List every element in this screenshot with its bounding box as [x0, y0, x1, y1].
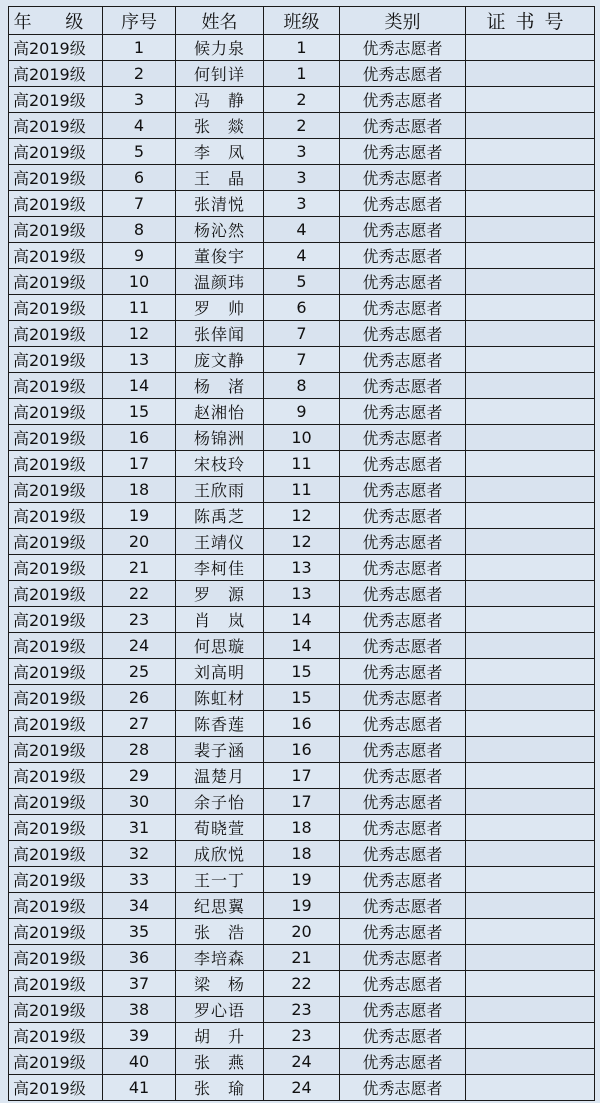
class-cell[interactable]: 5: [264, 269, 340, 295]
name-cell[interactable]: 陈香莲: [176, 711, 264, 737]
year-cell[interactable]: 高2019级: [9, 295, 103, 321]
class-cell[interactable]: 7: [264, 347, 340, 373]
type-cell[interactable]: 优秀志愿者: [340, 321, 466, 347]
year-cell[interactable]: 高2019级: [9, 685, 103, 711]
class-cell[interactable]: 13: [264, 555, 340, 581]
class-cell[interactable]: 3: [264, 139, 340, 165]
table-row: [9, 399, 595, 425]
table-row: [9, 1023, 595, 1049]
seq-cell[interactable]: 18: [103, 477, 176, 503]
type-cell[interactable]: 优秀志愿者: [340, 87, 466, 113]
year-cell[interactable]: 高2019级: [9, 165, 103, 191]
table-row: [9, 555, 595, 581]
cert-cell[interactable]: [466, 607, 595, 633]
table-row: [9, 659, 595, 685]
header-seq[interactable]: 序号: [103, 7, 176, 35]
cert-cell[interactable]: [466, 477, 595, 503]
name-cell[interactable]: 王 晶: [176, 165, 264, 191]
class-cell[interactable]: 13: [264, 581, 340, 607]
seq-cell[interactable]: 26: [103, 685, 176, 711]
class-cell[interactable]: 8: [264, 373, 340, 399]
name-cell[interactable]: 罗心语: [176, 997, 264, 1023]
table-row: [9, 477, 595, 503]
cert-cell[interactable]: [466, 243, 595, 269]
class-cell[interactable]: 10: [264, 425, 340, 451]
table-row: [9, 165, 595, 191]
year-cell[interactable]: 高2019级: [9, 555, 103, 581]
type-cell[interactable]: 优秀志愿者: [340, 191, 466, 217]
name-cell[interactable]: 罗 帅: [176, 295, 264, 321]
year-cell[interactable]: 高2019级: [9, 269, 103, 295]
year-cell[interactable]: 高2019级: [9, 581, 103, 607]
name-cell[interactable]: 胡 升: [176, 1023, 264, 1049]
cert-cell[interactable]: [466, 217, 595, 243]
type-cell[interactable]: 优秀志愿者: [340, 1075, 466, 1101]
seq-cell[interactable]: 25: [103, 659, 176, 685]
type-cell[interactable]: 优秀志愿者: [340, 347, 466, 373]
header-class[interactable]: 班级: [264, 7, 340, 35]
table-row: [9, 451, 595, 477]
table-row: [9, 685, 595, 711]
name-cell[interactable]: 张倖闻: [176, 321, 264, 347]
seq-cell[interactable]: 21: [103, 555, 176, 581]
year-cell[interactable]: 高2019级: [9, 529, 103, 555]
type-cell[interactable]: 优秀志愿者: [340, 607, 466, 633]
name-cell[interactable]: 成欣悦: [176, 841, 264, 867]
class-cell[interactable]: 18: [264, 815, 340, 841]
table-row: [9, 191, 595, 217]
table-row: [9, 243, 595, 269]
name-cell[interactable]: 余子怡: [176, 789, 264, 815]
class-cell[interactable]: 11: [264, 477, 340, 503]
class-cell[interactable]: 24: [264, 1075, 340, 1101]
table-row: [9, 867, 595, 893]
cert-cell[interactable]: [466, 321, 595, 347]
class-cell[interactable]: 18: [264, 841, 340, 867]
year-cell[interactable]: 高2019级: [9, 659, 103, 685]
cert-cell[interactable]: [466, 971, 595, 997]
cert-cell[interactable]: [466, 425, 595, 451]
table-row: [9, 217, 595, 243]
seq-cell[interactable]: 19: [103, 503, 176, 529]
year-cell[interactable]: 高2019级: [9, 971, 103, 997]
cert-cell[interactable]: [466, 893, 595, 919]
class-cell[interactable]: 7: [264, 321, 340, 347]
class-cell[interactable]: 1: [264, 35, 340, 61]
seq-cell[interactable]: 20: [103, 529, 176, 555]
cert-cell[interactable]: [466, 399, 595, 425]
class-cell[interactable]: 22: [264, 971, 340, 997]
seq-cell[interactable]: 2: [103, 61, 176, 87]
name-cell[interactable]: 张 燕: [176, 1049, 264, 1075]
cert-cell[interactable]: [466, 685, 595, 711]
year-cell[interactable]: 高2019级: [9, 789, 103, 815]
type-cell[interactable]: 优秀志愿者: [340, 217, 466, 243]
seq-cell[interactable]: 34: [103, 893, 176, 919]
year-cell[interactable]: 高2019级: [9, 217, 103, 243]
seq-cell[interactable]: 10: [103, 269, 176, 295]
name-cell[interactable]: 张 瑜: [176, 1075, 264, 1101]
table-row: [9, 425, 595, 451]
cert-cell[interactable]: [466, 789, 595, 815]
type-cell[interactable]: 优秀志愿者: [340, 451, 466, 477]
class-cell[interactable]: 17: [264, 763, 340, 789]
type-cell[interactable]: 优秀志愿者: [340, 269, 466, 295]
name-cell[interactable]: 何钊详: [176, 61, 264, 87]
seq-cell[interactable]: 15: [103, 399, 176, 425]
year-cell[interactable]: 高2019级: [9, 1075, 103, 1101]
class-cell[interactable]: 3: [264, 191, 340, 217]
class-cell[interactable]: 23: [264, 997, 340, 1023]
seq-cell[interactable]: 9: [103, 243, 176, 269]
name-cell[interactable]: 王一丁: [176, 867, 264, 893]
year-cell[interactable]: 高2019级: [9, 711, 103, 737]
type-cell[interactable]: 优秀志愿者: [340, 295, 466, 321]
year-cell[interactable]: 高2019级: [9, 737, 103, 763]
name-cell[interactable]: 纪思翼: [176, 893, 264, 919]
cert-cell[interactable]: [466, 919, 595, 945]
type-cell[interactable]: 优秀志愿者: [340, 841, 466, 867]
cert-cell[interactable]: [466, 711, 595, 737]
cert-cell[interactable]: [466, 867, 595, 893]
table-row: [9, 295, 595, 321]
name-cell[interactable]: 杨 渚: [176, 373, 264, 399]
year-cell[interactable]: 高2019级: [9, 997, 103, 1023]
year-cell[interactable]: 高2019级: [9, 373, 103, 399]
year-cell[interactable]: 高2019级: [9, 35, 103, 61]
type-cell[interactable]: 优秀志愿者: [340, 61, 466, 87]
class-cell[interactable]: 15: [264, 685, 340, 711]
class-cell[interactable]: 12: [264, 503, 340, 529]
type-cell[interactable]: 优秀志愿者: [340, 581, 466, 607]
year-cell[interactable]: 高2019级: [9, 191, 103, 217]
type-cell[interactable]: 优秀志愿者: [340, 945, 466, 971]
class-cell[interactable]: 16: [264, 737, 340, 763]
cert-cell[interactable]: [466, 61, 595, 87]
cert-cell[interactable]: [466, 997, 595, 1023]
table-row: [9, 373, 595, 399]
type-cell[interactable]: 优秀志愿者: [340, 139, 466, 165]
name-cell[interactable]: 冯 静: [176, 87, 264, 113]
class-cell[interactable]: 6: [264, 295, 340, 321]
year-cell[interactable]: 高2019级: [9, 945, 103, 971]
type-cell[interactable]: 优秀志愿者: [340, 555, 466, 581]
cert-cell[interactable]: [466, 347, 595, 373]
year-cell[interactable]: 高2019级: [9, 61, 103, 87]
cert-cell[interactable]: [466, 1049, 595, 1075]
name-cell[interactable]: 肖 岚: [176, 607, 264, 633]
type-cell[interactable]: 优秀志愿者: [340, 971, 466, 997]
name-cell[interactable]: 杨锦洲: [176, 425, 264, 451]
seq-cell[interactable]: 17: [103, 451, 176, 477]
header-type[interactable]: 类别: [340, 7, 466, 35]
seq-cell[interactable]: 11: [103, 295, 176, 321]
type-cell[interactable]: 优秀志愿者: [340, 997, 466, 1023]
seq-cell[interactable]: 12: [103, 321, 176, 347]
name-cell[interactable]: 张 燚: [176, 113, 264, 139]
header-year[interactable]: 年 级: [9, 7, 103, 35]
type-cell[interactable]: 优秀志愿者: [340, 919, 466, 945]
class-cell[interactable]: 4: [264, 217, 340, 243]
name-cell[interactable]: 罗 源: [176, 581, 264, 607]
year-cell[interactable]: 高2019级: [9, 763, 103, 789]
seq-cell[interactable]: 35: [103, 919, 176, 945]
seq-cell[interactable]: 4: [103, 113, 176, 139]
volunteer-roster-sheet: [8, 6, 594, 1101]
name-cell[interactable]: 宋枝玲: [176, 451, 264, 477]
seq-cell[interactable]: 38: [103, 997, 176, 1023]
seq-cell[interactable]: 36: [103, 945, 176, 971]
cert-cell[interactable]: [466, 373, 595, 399]
seq-cell[interactable]: 14: [103, 373, 176, 399]
seq-cell[interactable]: 29: [103, 763, 176, 789]
name-cell[interactable]: 王靖仪: [176, 529, 264, 555]
seq-cell[interactable]: 39: [103, 1023, 176, 1049]
seq-cell[interactable]: 31: [103, 815, 176, 841]
seq-cell[interactable]: 23: [103, 607, 176, 633]
year-cell[interactable]: 高2019级: [9, 243, 103, 269]
cert-cell[interactable]: [466, 815, 595, 841]
table-row: [9, 945, 595, 971]
class-cell[interactable]: 9: [264, 399, 340, 425]
name-cell[interactable]: 何思璇: [176, 633, 264, 659]
table-row: [9, 35, 595, 61]
year-cell[interactable]: 高2019级: [9, 893, 103, 919]
type-cell[interactable]: 优秀志愿者: [340, 165, 466, 191]
cert-cell[interactable]: [466, 763, 595, 789]
cert-cell[interactable]: [466, 165, 595, 191]
type-cell[interactable]: 优秀志愿者: [340, 35, 466, 61]
table-row: [9, 919, 595, 945]
table-row: [9, 737, 595, 763]
type-cell[interactable]: 优秀志愿者: [340, 503, 466, 529]
cert-cell[interactable]: [466, 503, 595, 529]
class-cell[interactable]: 14: [264, 607, 340, 633]
table-row: [9, 815, 595, 841]
name-cell[interactable]: 杨沁然: [176, 217, 264, 243]
type-cell[interactable]: 优秀志愿者: [340, 893, 466, 919]
year-cell[interactable]: 高2019级: [9, 1049, 103, 1075]
table-row: [9, 87, 595, 113]
type-cell[interactable]: 优秀志愿者: [340, 477, 466, 503]
class-cell[interactable]: 3: [264, 165, 340, 191]
header-name[interactable]: 姓名: [176, 7, 264, 35]
year-cell[interactable]: 高2019级: [9, 841, 103, 867]
name-cell[interactable]: 庞文静: [176, 347, 264, 373]
table-row: [9, 711, 595, 737]
name-cell[interactable]: 裴子涵: [176, 737, 264, 763]
class-cell[interactable]: 16: [264, 711, 340, 737]
cert-cell[interactable]: [466, 35, 595, 61]
type-cell[interactable]: 优秀志愿者: [340, 1023, 466, 1049]
class-cell[interactable]: 11: [264, 451, 340, 477]
cert-cell[interactable]: [466, 529, 595, 555]
class-cell[interactable]: 17: [264, 789, 340, 815]
type-cell[interactable]: 优秀志愿者: [340, 867, 466, 893]
name-cell[interactable]: 温楚月: [176, 763, 264, 789]
name-cell[interactable]: 陈禹芝: [176, 503, 264, 529]
seq-cell[interactable]: 8: [103, 217, 176, 243]
type-cell[interactable]: 优秀志愿者: [340, 685, 466, 711]
year-cell[interactable]: 高2019级: [9, 87, 103, 113]
name-cell[interactable]: 张 浩: [176, 919, 264, 945]
class-cell[interactable]: 4: [264, 243, 340, 269]
year-cell[interactable]: 高2019级: [9, 321, 103, 347]
table-row: [9, 347, 595, 373]
name-cell[interactable]: 王欣雨: [176, 477, 264, 503]
seq-cell[interactable]: 30: [103, 789, 176, 815]
seq-cell[interactable]: 7: [103, 191, 176, 217]
cert-cell[interactable]: [466, 1023, 595, 1049]
name-cell[interactable]: 候力泉: [176, 35, 264, 61]
name-cell[interactable]: 陈虹材: [176, 685, 264, 711]
type-cell[interactable]: 优秀志愿者: [340, 113, 466, 139]
cert-cell[interactable]: [466, 633, 595, 659]
cert-cell[interactable]: [466, 841, 595, 867]
seq-cell[interactable]: 40: [103, 1049, 176, 1075]
table-row: [9, 503, 595, 529]
name-cell[interactable]: 刘高明: [176, 659, 264, 685]
type-cell[interactable]: 优秀志愿者: [340, 815, 466, 841]
seq-cell[interactable]: 22: [103, 581, 176, 607]
seq-cell[interactable]: 32: [103, 841, 176, 867]
name-cell[interactable]: 李培森: [176, 945, 264, 971]
table-row: [9, 789, 595, 815]
year-cell[interactable]: 高2019级: [9, 815, 103, 841]
volunteer-table: [8, 6, 595, 1101]
seq-cell[interactable]: 16: [103, 425, 176, 451]
name-cell[interactable]: 张清悦: [176, 191, 264, 217]
table-row: [9, 321, 595, 347]
type-cell[interactable]: 优秀志愿者: [340, 399, 466, 425]
year-cell[interactable]: 高2019级: [9, 399, 103, 425]
table-row: [9, 971, 595, 997]
table-row: [9, 1075, 595, 1101]
class-cell[interactable]: 14: [264, 633, 340, 659]
class-cell[interactable]: 2: [264, 113, 340, 139]
seq-cell[interactable]: 6: [103, 165, 176, 191]
table-row: [9, 1049, 595, 1075]
class-cell[interactable]: 21: [264, 945, 340, 971]
cert-cell[interactable]: [466, 451, 595, 477]
table-row: [9, 581, 595, 607]
year-cell[interactable]: 高2019级: [9, 425, 103, 451]
name-cell[interactable]: 梁 杨: [176, 971, 264, 997]
year-cell[interactable]: 高2019级: [9, 919, 103, 945]
table-row: [9, 893, 595, 919]
table-row: [9, 841, 595, 867]
name-cell[interactable]: 董俊宇: [176, 243, 264, 269]
type-cell[interactable]: 优秀志愿者: [340, 633, 466, 659]
type-cell[interactable]: 优秀志愿者: [340, 373, 466, 399]
year-cell[interactable]: 高2019级: [9, 633, 103, 659]
seq-cell[interactable]: 1: [103, 35, 176, 61]
year-cell[interactable]: 高2019级: [9, 347, 103, 373]
name-cell[interactable]: 荀晓萱: [176, 815, 264, 841]
type-cell[interactable]: 优秀志愿者: [340, 243, 466, 269]
class-cell[interactable]: 23: [264, 1023, 340, 1049]
seq-cell[interactable]: 13: [103, 347, 176, 373]
seq-cell[interactable]: 24: [103, 633, 176, 659]
year-cell[interactable]: 高2019级: [9, 1023, 103, 1049]
seq-cell[interactable]: 33: [103, 867, 176, 893]
type-cell[interactable]: 优秀志愿者: [340, 529, 466, 555]
seq-cell[interactable]: 3: [103, 87, 176, 113]
table-row: [9, 529, 595, 555]
type-cell[interactable]: 优秀志愿者: [340, 789, 466, 815]
header-row: [9, 7, 595, 35]
class-cell[interactable]: 15: [264, 659, 340, 685]
table-row: [9, 61, 595, 87]
cert-cell[interactable]: [466, 945, 595, 971]
cert-cell[interactable]: [466, 581, 595, 607]
type-cell[interactable]: 优秀志愿者: [340, 737, 466, 763]
class-cell[interactable]: 19: [264, 867, 340, 893]
table-row: [9, 113, 595, 139]
table-row: [9, 607, 595, 633]
year-cell[interactable]: 高2019级: [9, 503, 103, 529]
table-row: [9, 997, 595, 1023]
table-row: [9, 269, 595, 295]
cert-cell[interactable]: [466, 113, 595, 139]
seq-cell[interactable]: 41: [103, 1075, 176, 1101]
cert-cell[interactable]: [466, 139, 595, 165]
class-cell[interactable]: 1: [264, 61, 340, 87]
class-cell[interactable]: 2: [264, 87, 340, 113]
table-body: [9, 35, 595, 1101]
cert-cell[interactable]: [466, 269, 595, 295]
seq-cell[interactable]: 27: [103, 711, 176, 737]
name-cell[interactable]: 温颜玮: [176, 269, 264, 295]
cert-cell[interactable]: [466, 555, 595, 581]
name-cell[interactable]: 赵湘怡: [176, 399, 264, 425]
header-cert[interactable]: 证书号: [466, 7, 595, 35]
seq-cell[interactable]: 5: [103, 139, 176, 165]
class-cell[interactable]: 12: [264, 529, 340, 555]
cert-cell[interactable]: [466, 737, 595, 763]
year-cell[interactable]: 高2019级: [9, 477, 103, 503]
type-cell[interactable]: 优秀志愿者: [340, 1049, 466, 1075]
class-cell[interactable]: 19: [264, 893, 340, 919]
name-cell[interactable]: 李柯佳: [176, 555, 264, 581]
seq-cell[interactable]: 37: [103, 971, 176, 997]
cert-cell[interactable]: [466, 295, 595, 321]
name-cell[interactable]: 李 凤: [176, 139, 264, 165]
year-cell[interactable]: 高2019级: [9, 113, 103, 139]
type-cell[interactable]: 优秀志愿者: [340, 763, 466, 789]
cert-cell[interactable]: [466, 1075, 595, 1101]
year-cell[interactable]: 高2019级: [9, 867, 103, 893]
year-cell[interactable]: 高2019级: [9, 139, 103, 165]
seq-cell[interactable]: 28: [103, 737, 176, 763]
year-cell[interactable]: 高2019级: [9, 607, 103, 633]
table-row: [9, 763, 595, 789]
year-cell[interactable]: 高2019级: [9, 451, 103, 477]
type-cell[interactable]: 优秀志愿者: [340, 711, 466, 737]
table-row: [9, 139, 595, 165]
cert-cell[interactable]: [466, 87, 595, 113]
type-cell[interactable]: 优秀志愿者: [340, 425, 466, 451]
table-row: [9, 633, 595, 659]
class-cell[interactable]: 20: [264, 919, 340, 945]
class-cell[interactable]: 24: [264, 1049, 340, 1075]
type-cell[interactable]: 优秀志愿者: [340, 659, 466, 685]
cert-cell[interactable]: [466, 191, 595, 217]
cert-cell[interactable]: [466, 659, 595, 685]
